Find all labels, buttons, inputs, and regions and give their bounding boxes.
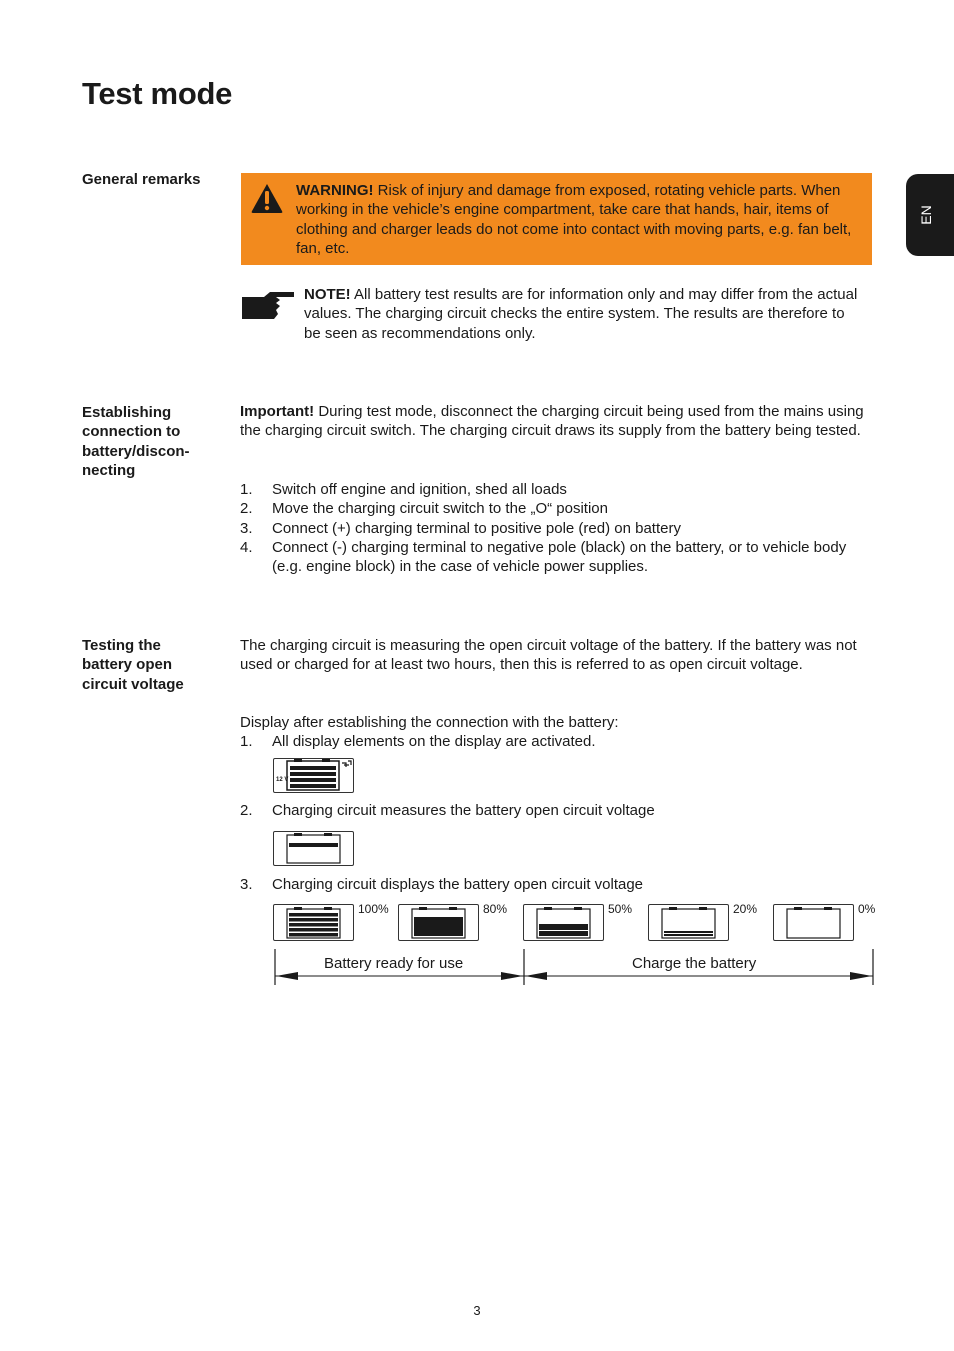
charge-level-label: 50% [608,902,633,916]
label-line: Establishing [82,404,172,421]
voltage-label: 12 V [276,777,289,783]
display-intro: Display after establishing the connection with the battery: [240,714,619,731]
label-line: Testing the [82,637,161,654]
label-line: connection to [82,423,181,441]
scale-label-charge: Charge the battery [632,955,757,972]
warning-label: WARNING! [296,182,374,199]
charge-level-display [648,904,729,941]
charge-level-display [398,904,479,941]
label-line: battery/discon- [82,442,190,460]
charge-level-display [523,904,604,941]
charge-level-display [273,904,354,941]
warning-triangle-icon [250,182,284,214]
label-line: battery open [82,656,173,674]
important-body: During test mode, disconnect the charging circuit being used from the mains using the charging circuit switch. The charging circuit draws its supply from the battery being tested. [240,403,864,440]
list-item: 4. Connect (-) charging terminal to negative pole (black) on the battery, or to vehicle body (e.g. engine block) in the case of vehicle power supplies. [240,538,847,576]
label-line: circuit voltage [82,675,184,693]
page-number: 3 [473,1303,481,1318]
display-all-segments [273,758,354,793]
pointing-hand-icon [240,289,296,323]
list-item: 3. Connect (+) charging terminal to positive pole (red) on battery [240,519,681,537]
warning-body: Risk of injury and damage from exposed, rotating vehicle parts. When working in the vehicle’s engine compartment, take care that hands, hair, items of clothing and charger leads do not come into contact with moving parts, e.g. fan belt, fan, etc. [296,182,852,257]
warning-text [296,181,866,258]
note-body: All battery test results are for information only and may differ from the actual values. The charging circuit checks the entire system. The results are therefore to be seen as recommendations only. [304,286,858,342]
note-text [304,285,864,343]
charge-level-label: 100% [358,902,389,916]
list-item: 1. Switch off engine and ignition, shed all loads [240,481,567,498]
connection-steps [240,480,880,576]
important-label: Important! [240,403,315,420]
note-label: NOTE! [304,286,351,303]
important-paragraph [240,402,875,441]
scale-label-ready: Battery ready for use [324,955,464,972]
charge-level-display [773,904,854,941]
testing-step-3 [240,875,880,894]
display-measuring [273,831,354,866]
testing-intro: The charging circuit is measuring the open circuit voltage of the battery. If the battery was not used or charged for at least two hours, then this is referred to as open circuit voltage. [240,637,857,674]
charge-level-label: 80% [483,902,508,916]
list-item: 3. Charging circuit displays the battery open circuit voltage [240,876,644,893]
charge-level-label: 0% [858,902,876,916]
charge-level-label: 20% [733,902,758,916]
language-tab-label: EN [918,205,934,225]
section-label-connection [82,403,222,480]
testing-step-1 [240,732,880,751]
language-tab [906,174,954,256]
testing-step-2 [240,801,880,820]
section-label-testing [82,636,222,694]
list-item: 2. Charging circuit measures the battery open circuit voltage [240,802,655,819]
section-label-general: General remarks [82,171,201,188]
list-item: 2. Move the charging circuit switch to the „O“ position [240,500,608,518]
list-item: 1. All display elements on the display are activated. [240,733,596,750]
warning-box [241,173,872,265]
label-line: necting [82,461,136,479]
page-title: Test mode [82,76,233,111]
